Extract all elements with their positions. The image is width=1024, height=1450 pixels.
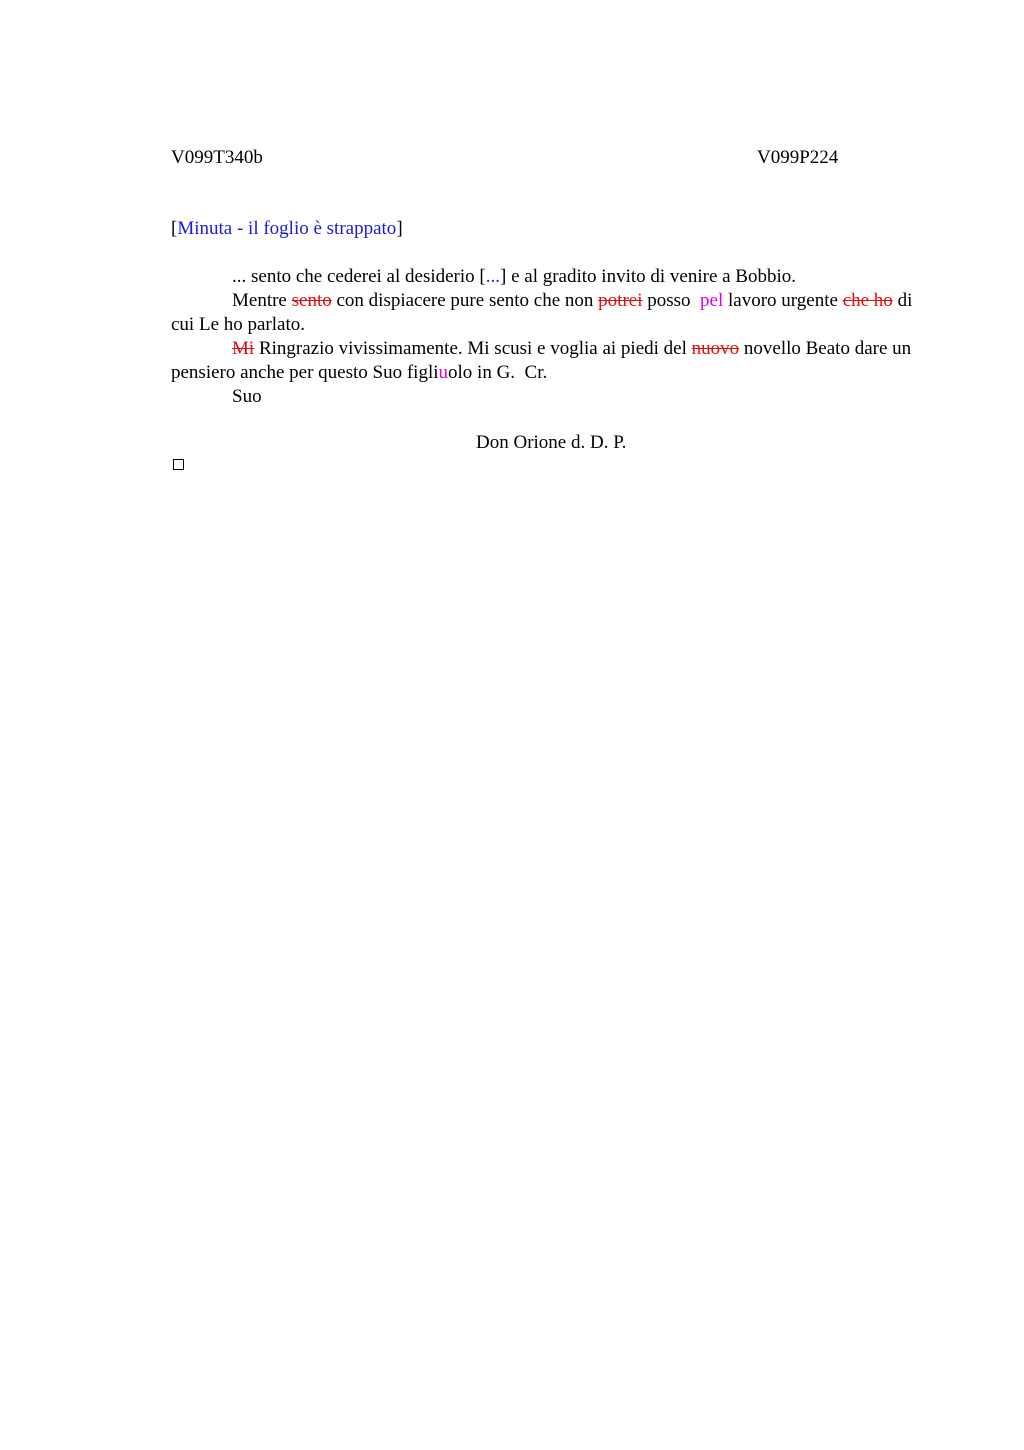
p2-deletion-3: che ho	[842, 290, 893, 311]
archive-code-right: V099P224	[757, 147, 839, 168]
p3-text-b: novello Beato dare un pensiero anche per questo Suo figli	[171, 338, 912, 383]
paragraph-1	[171, 265, 933, 289]
p2-text-a: Mentre	[232, 290, 292, 311]
archive-code-left: V099T340b	[171, 147, 263, 168]
p3-text-a: Ringrazio vivissimamente. Mi scusi e voglia ai piedi del	[254, 338, 692, 359]
p2-deletion-2: potrei	[598, 290, 643, 311]
editorial-note	[171, 217, 403, 241]
p2-text-b: con dispiacere pure sento che non	[331, 290, 599, 311]
p2-text-e: di cui Le ho parlato.	[171, 290, 913, 335]
letter-body	[171, 265, 933, 409]
p2-text-c: posso	[642, 290, 701, 311]
paragraph-2	[171, 289, 933, 337]
p1-text-a: ... sento che cederei al desiderio [	[232, 266, 486, 287]
p3-deletion-1: Mi	[232, 338, 255, 359]
p1-text-b: ] e al gradito invito di venire a Bobbio.	[500, 266, 797, 287]
note-open-bracket: [	[171, 218, 178, 239]
paragraph-3	[171, 337, 933, 385]
p2-text-d: lavoro urgente	[723, 290, 843, 311]
p2-deletion-1: sento	[291, 290, 332, 311]
note-close-bracket: ]	[396, 218, 403, 239]
paragraph-4: Suo	[232, 386, 262, 407]
signature: Don Orione d. D. P.	[476, 432, 627, 453]
p3-insertion-1: u	[438, 362, 449, 383]
p1-gap-mark: ...	[485, 266, 500, 287]
note-text: Minuta - il foglio è strappato	[177, 218, 397, 239]
p2-insertion-1: pel	[700, 290, 724, 311]
p3-text-c: olo in G. Cr.	[448, 362, 548, 383]
p3-deletion-2: nuovo	[691, 338, 740, 359]
end-of-document-box-icon	[173, 459, 184, 470]
